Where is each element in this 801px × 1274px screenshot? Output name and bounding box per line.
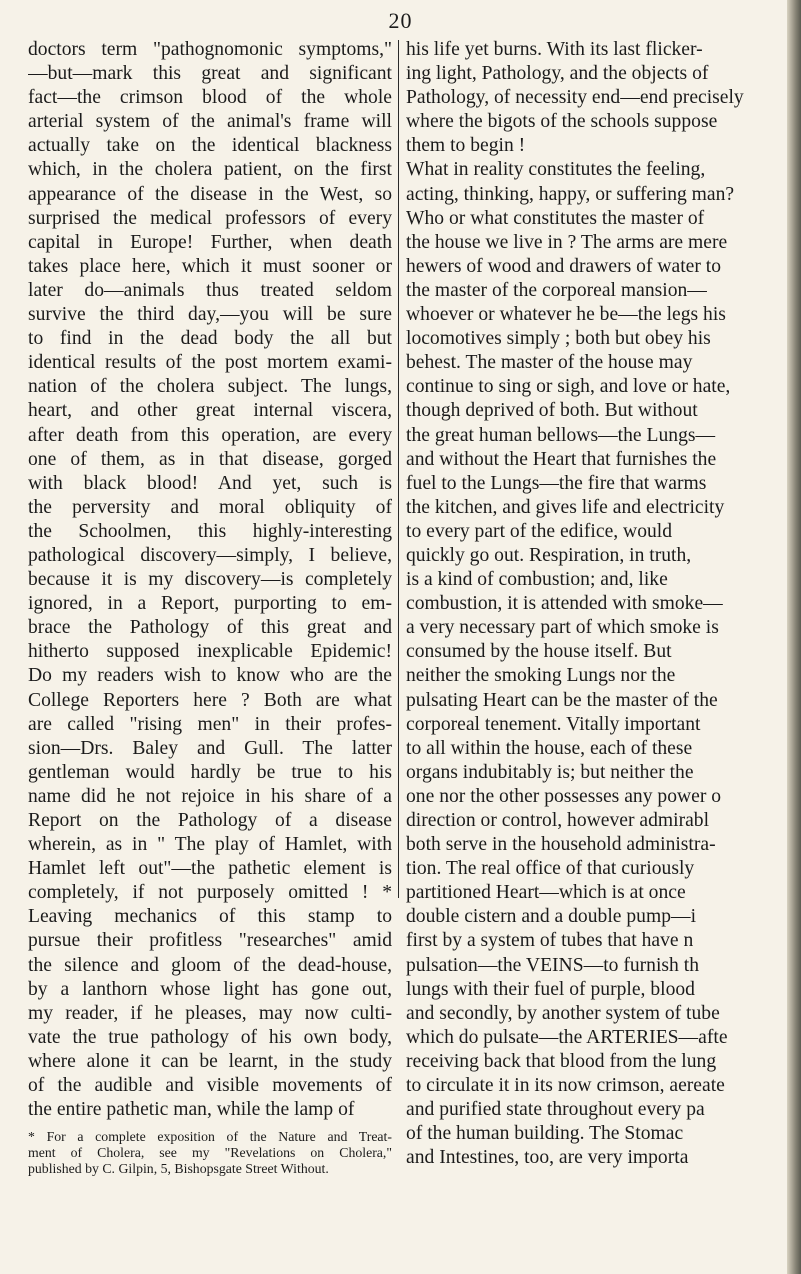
column-divider [398,40,399,898]
text-line: partitioned Heart—which is at once [406,882,686,904]
text-line: the entire pathetic man, while the lamp of [28,1099,355,1121]
text-line: which do pulsate—the ARTERIES—afte [406,1026,728,1048]
text-line: pathological discovery—simply, I believe, [28,544,392,566]
text-line: organs indubitably is; but neither the [406,761,694,783]
left-column [28,38,392,1268]
text-line: though deprived of both. But without [406,400,698,422]
text-line: his life yet burns. With its last flicker- [406,39,703,60]
text-line: with black blood! And yet, such is [28,472,392,494]
text-line: hewers of wood and drawers of water to [406,255,722,277]
text-line: both serve in the household administra- [406,834,716,856]
text-line: heart, and other great internal viscera, [28,400,392,422]
text-line: continue to sing or sigh, and love or hate, [406,376,731,398]
text-line: by a lanthorn whose light has gone out, [28,978,392,1000]
text-line: nation of the cholera subject. The lungs, [28,376,392,398]
text-line: pursue their profitless "researches" amid [28,930,392,952]
right-column [406,38,788,1268]
text-line: where the bigots of the schools suppose [406,111,718,133]
text-line: to circulate it in its now crimson, aereate [406,1075,725,1097]
text-line: surprised the medical professors of every [28,207,392,229]
text-line: and Intestines, too, are very importa [406,1147,689,1169]
text-line: first by a system of tubes that have n [406,930,694,952]
text-line: of the human building. The Stomac [406,1123,684,1145]
text-line: the kitchen, and gives life and electricity [406,496,725,518]
text-line: my reader, if he pleases, may now culti- [28,1002,392,1024]
text-line: after death from this operation, are every [28,424,392,446]
text-line: one nor the other possesses any power o [406,785,722,807]
text-line: the silence and gloom of the dead-house, [28,954,392,976]
text-line: behest. The master of the house may [406,352,693,374]
text-line: acting, thinking, happy, or suffering man? [406,183,735,205]
text-line: double cistern and a double pump—i [406,906,697,928]
text-line: the great human bellows—the Lungs— [406,424,716,446]
footnote [28,1129,392,1177]
text-line: capital in Europe! Further, when death [28,231,392,253]
text-line: ing light, Pathology, and the objects of [406,63,709,85]
text-line: fact—the crimson blood of the whole [28,87,392,109]
text-line: Hamlet left out"—the pathetic element is [28,858,392,880]
text-line: Leaving mechanics of this stamp to [28,906,392,928]
text-line: actually take on the identical blackness [28,135,392,157]
text-line: Report on the Pathology of a disease [28,810,392,831]
text-line: direction or control, however admirabl [406,810,710,831]
text-line: pulsating Heart can be the master of the [406,689,718,711]
text-line: identical results of the post mortem exami- [28,352,392,374]
text-line: What in reality constitutes the feeling, [406,159,706,181]
text-line: a very necessary part of which smoke is [406,617,719,639]
text-line: where alone it can be learnt, in the study [28,1050,392,1072]
text-line: wherein, as in " The play of Hamlet, with [28,834,392,856]
text-line: receiving back that blood from the lung [406,1050,717,1072]
text-line: them to begin ! [406,135,526,157]
text-line: locomotives simply ; both but obey his [406,328,711,350]
text-line: to every part of the edifice, would [406,520,673,542]
text-line: arterial system of the animal's frame will [28,111,392,133]
text-line: neither the smoking Lungs nor the [406,665,676,687]
text-line: gentleman would hardly be true to his [28,761,392,783]
text-line: appearance of the disease in the West, so [28,183,392,205]
text-line: and secondly, by another system of tube [406,1002,720,1024]
text-line: pulsation—the VEINS—to furnish th [406,954,699,976]
text-line: the Schoolmen, this highly-interesting [28,520,392,542]
text-line: the master of the corporeal mansion— [406,279,707,301]
text-line: the house we live in ? The arms are mere [406,231,728,253]
text-line: * For a complete exposition of the Nature and Treat- [28,1128,392,1144]
text-line: to find in the dead body the all but [28,328,392,350]
text-line: combustion, it is attended with smoke— [406,593,723,615]
text-line: to all within the house, each of these [406,737,693,759]
text-line: —but—mark this great and significant [28,63,392,85]
text-line: and purified state throughout every pa [406,1099,705,1121]
text-line: survive the third day,—you will be sure [28,304,392,326]
text-line: because it is my discovery—is completely [28,569,392,591]
text-line: later do—animals thus treated seldom [28,279,392,301]
page-edge [787,0,801,1274]
text-line: Pathology, of necessity end—end precisely [406,87,744,109]
text-line: quickly go out. Respiration, in truth, [406,544,692,566]
text-line: the perversity and moral obliquity of [28,496,392,518]
text-line: name did he not rejoice in his share of a [28,785,392,807]
text-line: are called "rising men" in their profes- [28,713,392,735]
text-line: corporeal tenement. Vitally important [406,713,701,735]
text-line: College Reporters here ? Both are what [28,689,392,711]
text-line: doctors term "pathognomonic symptoms," [28,39,392,60]
page-number: 20 [388,8,413,33]
text-line: one of them, as in that disease, gorged [28,448,392,470]
text-line: Do my readers wish to know who are the [28,665,392,687]
text-line: consumed by the house itself. But [406,641,672,663]
text-line: of the audible and visible movements of [28,1075,392,1097]
text-line: lungs with their fuel of purple, blood [406,978,695,1000]
text-line: hitherto supposed inexplicable Epidemic! [28,641,392,663]
text-line: Who or what constitutes the master of [406,207,705,229]
text-line: vate the true pathology of his own body, [28,1026,392,1048]
text-line: ignored, in a Report, purporting to em- [28,593,392,615]
text-line: takes place here, which it must sooner or [28,255,392,277]
text-line: which, in the cholera patient, on the first [28,159,392,181]
text-line: and without the Heart that furnishes the [406,448,717,470]
text-line: tion. The real office of that curiously [406,858,695,880]
text-line: brace the Pathology of this great and [28,617,392,639]
text-line: sion—Drs. Baley and Gull. The latter [28,737,392,759]
text-line: ment of Cholera, see my "Revelations on Cholera," [28,1144,392,1160]
text-line: completely, if not purposely omitted ! * [28,882,392,904]
text-line: fuel to the Lungs—the fire that warms [406,472,707,494]
text-line: whoever or whatever he be—the legs his [406,304,726,326]
text-line: is a kind of combustion; and, like [406,569,668,591]
text-line: published by C. Gilpin, 5, Bishopsgate Street Without. [28,1160,329,1176]
